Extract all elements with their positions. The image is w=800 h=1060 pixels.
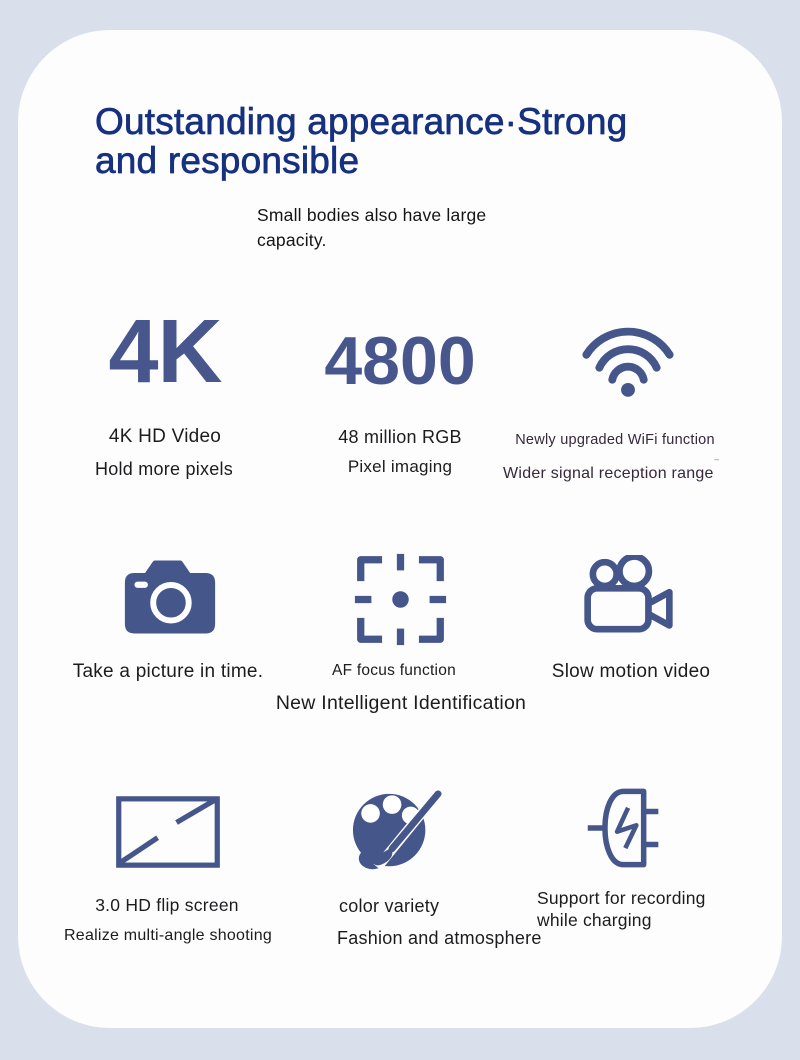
stat-4800: 4800: [324, 323, 476, 399]
feature-charging-line2: while charging: [537, 909, 652, 930]
feature-af-line1: AF focus function: [331, 662, 457, 679]
camera-icon: [122, 557, 218, 637]
feature-flip-line2: Realize multi-angle shooting: [64, 927, 272, 944]
feature-color-line1: color variety: [339, 896, 440, 916]
feature-flip-line1: 3.0 HD flip screen: [95, 895, 239, 915]
feature-camera-line1: Take a picture in time.: [72, 661, 264, 682]
stat-4k: 4K: [108, 302, 222, 402]
feature-video-line1: Slow motion video: [551, 661, 711, 682]
page-subtitle-line2: capacity.: [257, 230, 327, 250]
page-title-line1: Outstanding appearance·Strong: [95, 101, 628, 142]
feature-wifi-line2-text: Wider signal reception range: [503, 465, 714, 482]
feature-4k-line2: Hold more pixels: [94, 459, 234, 479]
feature-4800-line1: 48 million RGB: [338, 427, 462, 447]
wifi-icon: [581, 327, 675, 401]
page-title-line2: and responsible: [95, 140, 360, 181]
feature-color-line2: Fashion and atmosphere: [337, 928, 542, 948]
row2-footer-label: New Intelligent Identification: [275, 692, 527, 714]
feature-charging-line1: Support for recording: [537, 888, 706, 908]
charging-plug-icon: [583, 784, 675, 872]
feature-wifi-line1: Newly upgraded WiFi function: [515, 432, 715, 448]
page-subtitle-line1: Small bodies also have large: [257, 205, 487, 225]
feature-4800-line2: Pixel imaging: [347, 457, 453, 476]
palette-icon: [350, 786, 442, 880]
flip-screen-icon: [113, 796, 223, 868]
page-subtitle: [257, 203, 557, 253]
page-title: [95, 102, 735, 180]
af-focus-icon: [352, 551, 449, 648]
feature-4k-line1: 4K HD Video: [108, 426, 222, 447]
superscript-dash: ‾: [714, 458, 719, 472]
feature-charging-label: [537, 888, 706, 931]
feature-wifi-line2: [503, 458, 719, 483]
video-camera-icon: [581, 555, 676, 635]
